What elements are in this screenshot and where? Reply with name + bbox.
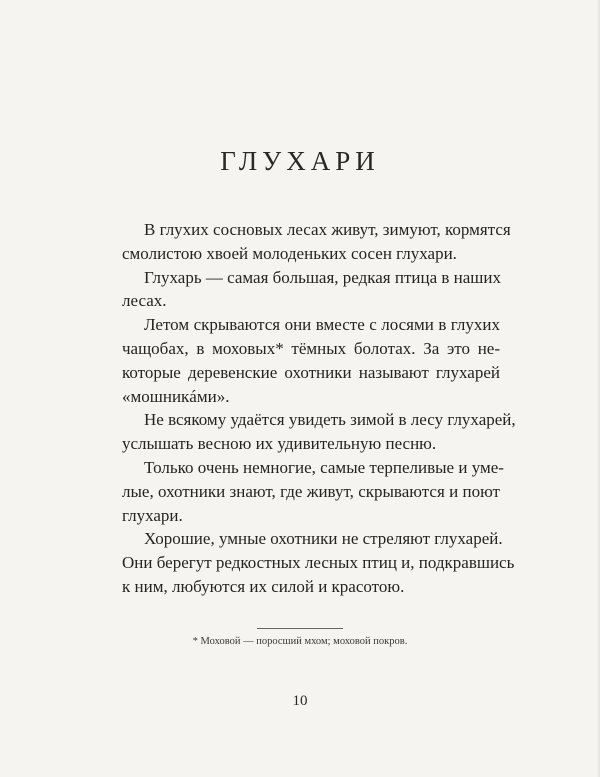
page-number: 10 [292, 693, 308, 709]
footnote-divider [257, 628, 343, 629]
text-line: Глухарь — самая большая, редкая птица в наших [144, 267, 501, 287]
paragraph [122, 527, 515, 598]
paragraph [122, 218, 511, 266]
text-line: Они берегут редкостных лесных птиц и, подкравшись [122, 553, 515, 573]
paragraph [122, 313, 500, 408]
text-line: глухари. [122, 505, 183, 525]
paragraph [122, 408, 516, 456]
footnote: * Моховой — поросший мхом; моховой покров. [192, 636, 408, 647]
paragraph [122, 456, 504, 527]
text-line: лесах. [122, 291, 167, 311]
text-line: лые, охотники знают, где живут, скрываются и поют [122, 481, 500, 501]
text-line: которые деревенские охотники называют глухарей [122, 362, 500, 382]
text-line: В глухих сосновых лесах живут, зимуют, кормятся [144, 220, 511, 239]
chapter-title: ГЛУХАРИ [220, 146, 380, 176]
paragraph [122, 266, 500, 314]
text-line: к ним, любуются их силой и красотою. [122, 576, 405, 596]
text-line: чащобах, в моховых* тёмных болотах. За это не- [122, 338, 500, 358]
body-text [122, 218, 516, 599]
text-line: Не всякому удаётся увидеть зимой в лесу глухарей, [144, 410, 516, 430]
text-line: «мошникáми». [122, 386, 230, 406]
text-line: смолистою хвоей молоденьких сосен глухари. [122, 243, 457, 263]
text-line: услышать весною их удивительную песню. [122, 434, 437, 454]
text-line: Летом скрываются они вместе с лосями в глухих [144, 315, 500, 335]
text-line: Хорошие, умные охотники не стреляют глухарей. [144, 529, 503, 549]
text-line: Только очень немногие, самые терпеливые и уме- [144, 457, 504, 477]
